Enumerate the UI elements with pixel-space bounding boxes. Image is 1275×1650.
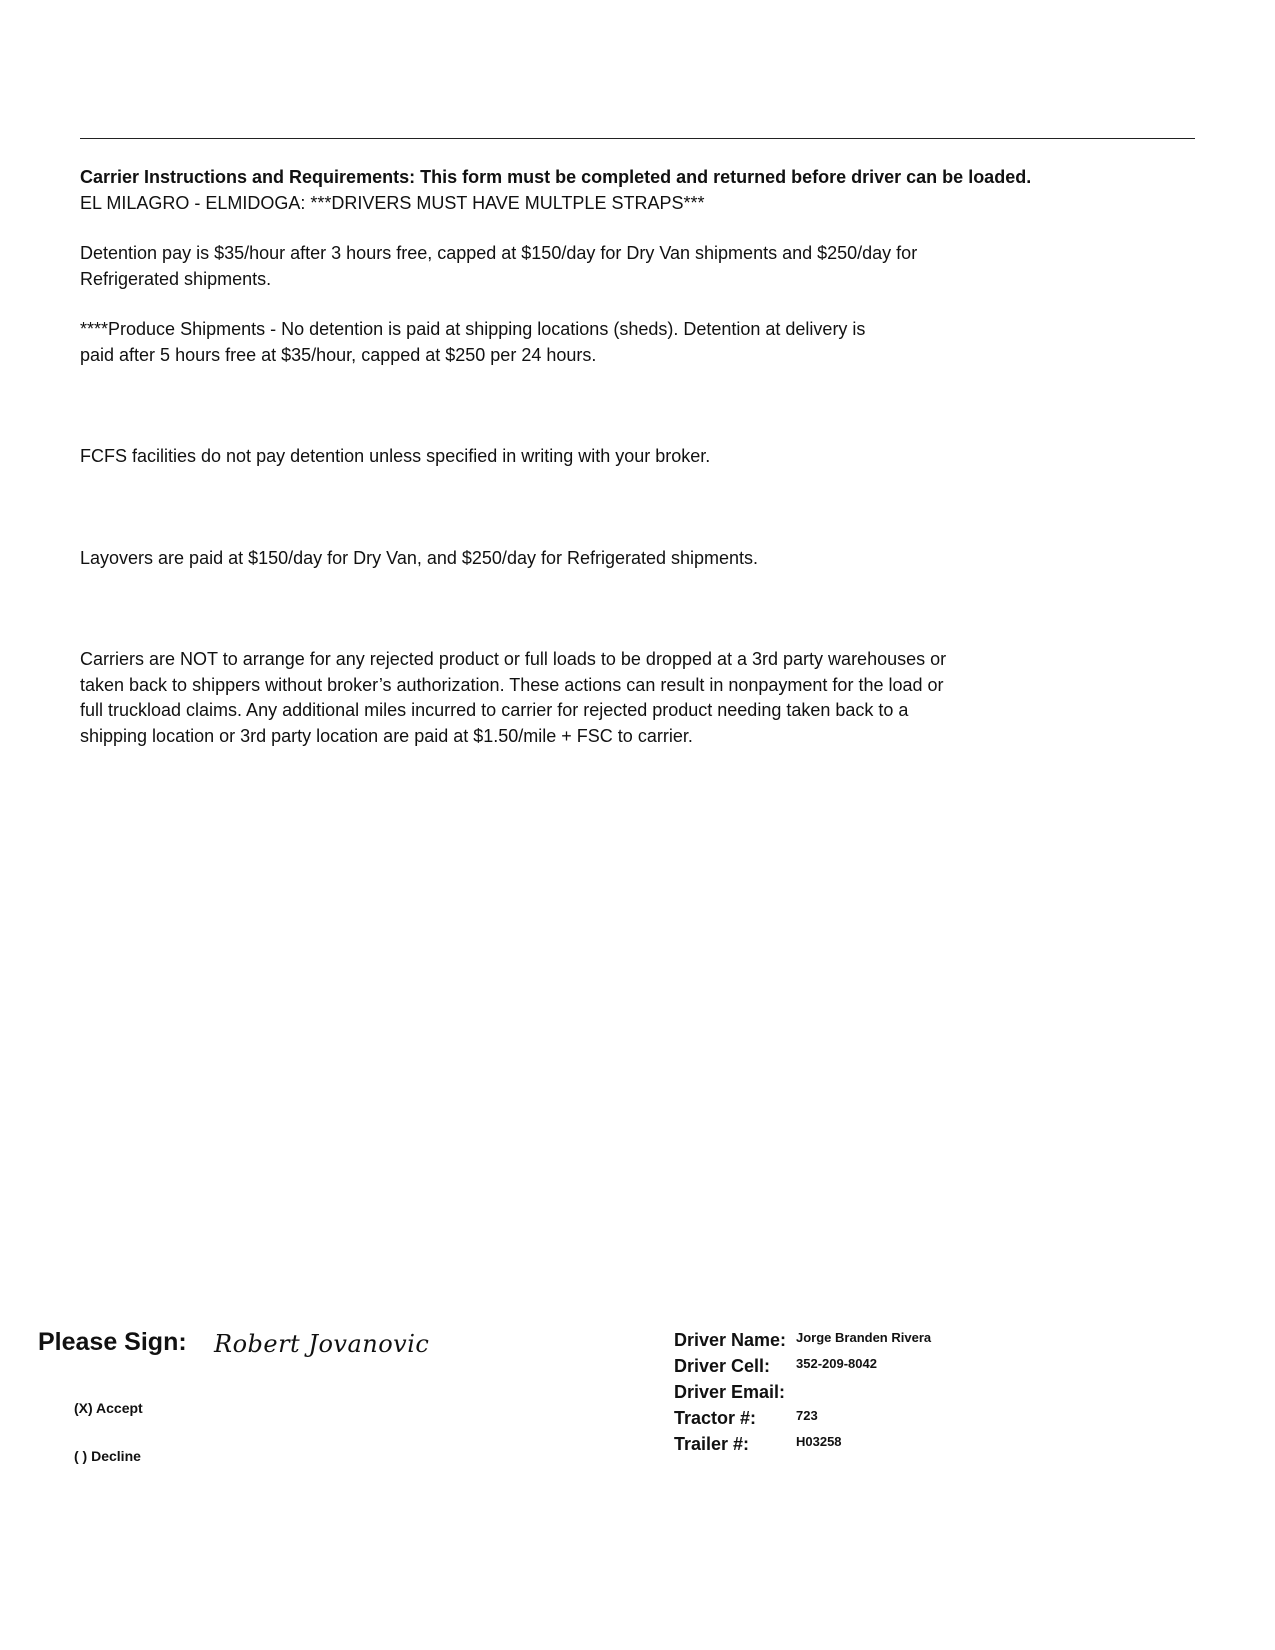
instructions-heading: Carrier Instructions and Requirements: This form must be completed and returned before driver can be loaded.	[80, 167, 1032, 187]
fcfs-paragraph: FCFS facilities do not pay detention unless specified in writing with your broker.	[80, 446, 711, 466]
driver-cell-value[interactable]: 352-209-8042	[796, 1356, 877, 1371]
carriers-line: full truckload claims. Any additional miles incurred to carrier for rejected product needing taken back to a	[80, 700, 909, 720]
tractor-value[interactable]: 723	[796, 1408, 818, 1423]
produce-paragraph	[80, 317, 1200, 368]
tractor-label: Tractor #:	[674, 1408, 757, 1428]
driver-name-value[interactable]: Jorge Branden Rivera	[796, 1330, 932, 1345]
decline-option[interactable]: ( ) Decline	[74, 1448, 141, 1464]
produce-line: paid after 5 hours free at $35/hour, capped at $250 per 24 hours.	[80, 344, 597, 365]
detention-line: Detention pay is $35/hour after 3 hours free, capped at $150/day for Dry Van shipments and $250/day for	[80, 243, 918, 263]
driver-cell-label: Driver Cell:	[674, 1356, 771, 1376]
trailer-value[interactable]: H03258	[796, 1434, 842, 1449]
header-divider	[80, 138, 1195, 139]
accept-option[interactable]: (X) Accept	[74, 1400, 143, 1416]
detention-paragraph	[80, 241, 1200, 292]
carrier-instructions	[80, 165, 1200, 749]
please-sign-label: Please Sign:	[38, 1328, 187, 1356]
driver-email-label: Driver Email:	[674, 1382, 786, 1402]
detention-line: Refrigerated shipments.	[80, 268, 272, 289]
carriers-line: taken back to shippers without broker’s authorization. These actions can result in nonpayment for the load or	[80, 674, 944, 695]
driver-name-label: Driver Name:	[674, 1330, 787, 1350]
layover-paragraph: Layovers are paid at $150/day for Dry Van, and $250/day for Refrigerated shipments.	[80, 547, 759, 568]
carriers-paragraph	[80, 647, 1200, 749]
carriers-line: Carriers are NOT to arrange for any rejected product or full loads to be dropped at a 3rd party warehouses or	[80, 649, 947, 669]
carriers-line: shipping location or 3rd party location are paid at $1.50/mile + FSC to carrier.	[80, 725, 693, 746]
trailer-label: Trailer #:	[674, 1434, 750, 1454]
produce-line: ****Produce Shipments - No detention is paid at shipping locations (sheds). Detention at delivery is	[80, 319, 866, 339]
signature-field[interactable]: Robert Jovanovic	[214, 1330, 430, 1358]
straps-requirement: EL MILAGRO - ELMIDOGA: ***DRIVERS MUST HAVE MULTPLE STRAPS***	[80, 192, 705, 213]
